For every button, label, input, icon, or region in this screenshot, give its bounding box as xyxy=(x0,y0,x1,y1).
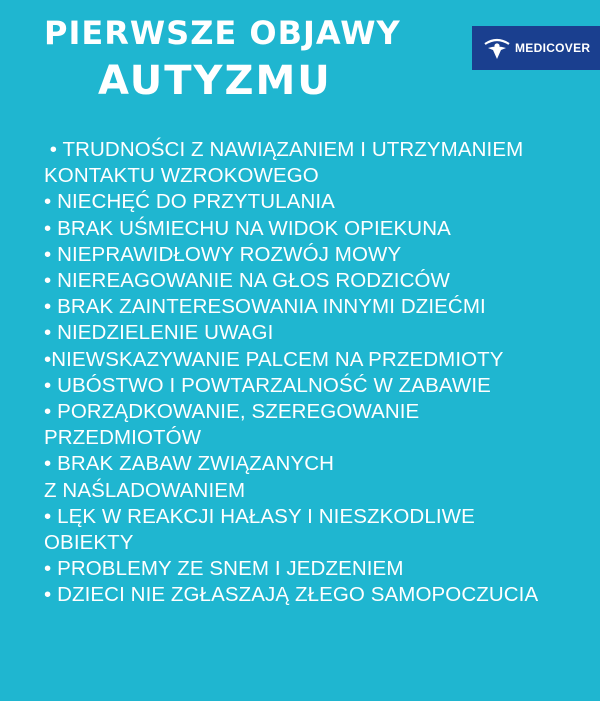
list-item: • BRAK ZABAW ZWIĄZANYCH Z NAŚLADOWANIEM xyxy=(44,452,335,502)
title-line-1: PIERWSZE OBJAWY xyxy=(44,14,401,52)
list-item: • PORZĄDKOWANIE, SZEREGOWANIE PRZEDMIOTÓW xyxy=(44,400,420,450)
logo-text: MEDICOVER xyxy=(515,41,591,55)
list-item: • NIEREAGOWANIE NA GŁOS RODZICÓW xyxy=(44,269,450,293)
list-item: • BRAK UŚMIECHU NA WIDOK OPIEKUNA xyxy=(44,216,451,240)
list-item: •NIEWSKAZYWANIE PALCEM NA PRZEDMIOTY xyxy=(44,347,504,371)
list-item: • NIEDZIELENIE UWAGI xyxy=(44,321,274,345)
medicover-logo-icon xyxy=(482,35,512,61)
symptom-list xyxy=(44,137,584,609)
list-item: • NIEPRAWIDŁOWY ROZWÓJ MOWY xyxy=(44,242,402,266)
medicover-logo xyxy=(472,26,600,70)
list-item: • PROBLEMY ZE SNEM I JEDZENIEM xyxy=(44,557,404,581)
title-line-2: AUTYZMU xyxy=(98,58,332,104)
list-item: • NIECHĘĆ DO PRZYTULANIA xyxy=(44,190,335,214)
list-item: • BRAK ZAINTERESOWANIA INNYMI DZIEĆMI xyxy=(44,295,486,319)
list-item: • DZIECI NIE ZGŁASZAJĄ ZŁEGO SAMOPOCZUCIA xyxy=(44,583,539,607)
list-item: • UBÓSTWO I POWTARZALNOŚĆ W ZABAWIE xyxy=(44,373,491,397)
list-item: • LĘK W REAKCJI HAŁASY I NIESZKODLIWE OBIEKTY xyxy=(44,504,475,555)
list-item: • TRUDNOŚCI Z NAWIĄZANIEM I UTRZYMANIEM KONTAKTU WZROKOWEGO xyxy=(44,138,524,188)
